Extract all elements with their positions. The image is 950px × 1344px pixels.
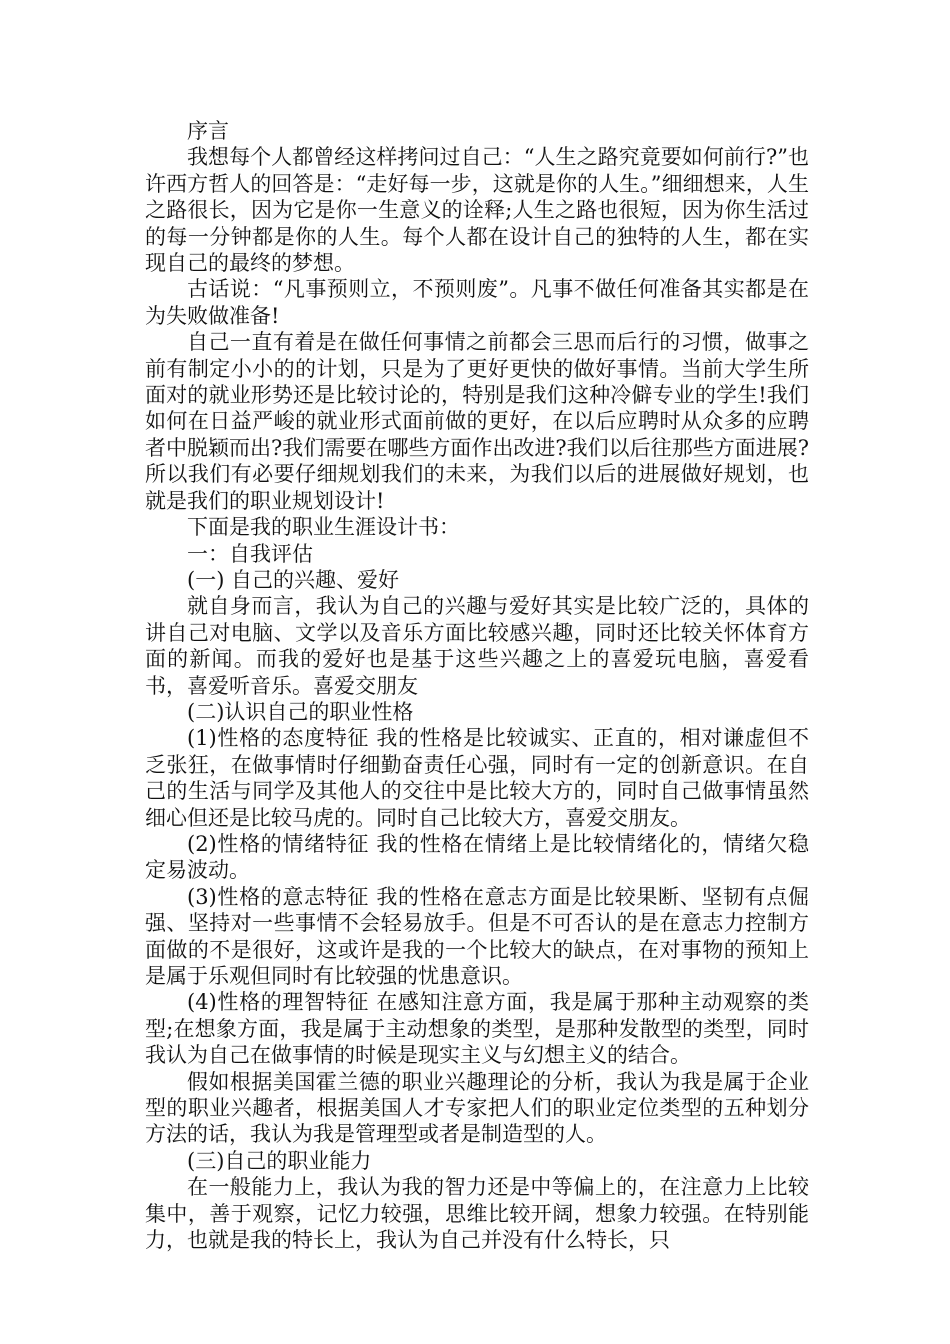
heading-preface: 序言 — [187, 119, 229, 143]
paragraph-will-trait: (3)性格的意志特征 我的性格在意志方面是比较果断、坚韧有点倔强、坚持对一些事情不会轻易放手。但是不可否认的是在意志力控制方面做的不是很好，这或许是我的一个比较大的缺点，在对事物的预知上是属于乐观但同时有比较强的忧患意识。 — [145, 884, 809, 988]
paragraph-reason-trait: (4)性格的理智特征 在感知注意方面，我是属于那种主动观察的类型;在想象方面，我是属于主动想象的类型，是那种发散型的类型，同时我认为自己在做事情的时候是现实主义与幻想主义的结合。 — [145, 990, 809, 1068]
paragraph-ability: 在一般能力上，我认为我的智力还是中等偏上的，在注意力上比较集中，善于观察，记忆力较强，思维比较开阔，想象力较强。在特别能力，也就是我的特长上，我认为自己并没有什么特长，只 — [145, 1175, 809, 1253]
paragraph-attitude-trait: (1)性格的态度特征 我的性格是比较诚实、正直的，相对谦虚但不乏张狂，在做事情时仔细勤奋责任心强，同时有一定的创新意识。在自己的生活与同学及其他人的交往中是比较大方的，同时自己做事情虽然细心但还是比较马虎的。同时自己比较大方，喜爱交朋友。 — [145, 726, 809, 830]
heading-self-assessment: 一：自我评估 — [187, 541, 313, 566]
paragraph-intro: 我想每个人都曾经这样拷问过自己：“人生之路究竟要如何前行?”也许西方哲人的回答是：“走好每一步，这就是你的人生。”细细想来，人生之路很长，因为它是你一生意义的诠释;人生之路也很短，因为你生活过的每一分钟都是你的人生。每个人都在设计自己的独特的人生，都在实现自己的最终的梦想。 — [145, 145, 809, 276]
paragraph-proverb: 古话说：“凡事预则立，不预则废”。凡事不做任何准备其实都是在为失败做准备! — [145, 277, 809, 328]
paragraph-design-intro: 下面是我的职业生涯设计书： — [187, 515, 460, 540]
heading-career-personality: (二)认识自己的职业性格 — [187, 699, 414, 724]
document-body — [145, 118, 809, 1253]
paragraph-interests: 就自身而言，我认为自己的兴趣与爱好其实是比较广泛的，具体的讲自己对电脑、文学以及音乐方面比较感兴趣，同时还比较关怀体育方面的新闻。而我的爱好也是基于这些兴趣之上的喜爱玩电脑，喜爱看书，喜爱听音乐。喜爱交朋友 — [145, 594, 809, 698]
paragraph-emotion-trait: (2)性格的情绪特征 我的性格在情绪上是比较情绪化的，情绪欠稳定易波动。 — [145, 831, 809, 883]
heading-career-ability: (三)自己的职业能力 — [187, 1148, 372, 1173]
paragraph-holland-theory: 假如根据美国霍兰德的职业兴趣理论的分析，我认为我是属于企业型的职业兴趣者，根据美国人才专家把人们的职业定位类型的五种划分方法的话，我认为我是管理型或者是制造型的人。 — [145, 1069, 809, 1147]
paragraph-planning-habit: 自己一直有着是在做任何事情之前都会三思而后行的习惯，做事之前有制定小小的的计划，只是为了更好更快的做好事情。当前大学生所面对的就业形势还是比较讨论的，特别是我们这种冷僻专业的学生!我们如何在日益严峻的就业形式面前做的更好，在以后应聘时从众多的应聘者中脱颖而出?我们需要在哪些方面作出改进?我们以后往那些方面进展?所以我们有必要仔细规划我们的未来，为我们以后的进展做好规划，也就是我们的职业规划设计! — [145, 330, 809, 513]
heading-interests: (一) 自己的兴趣、爱好 — [187, 567, 400, 592]
